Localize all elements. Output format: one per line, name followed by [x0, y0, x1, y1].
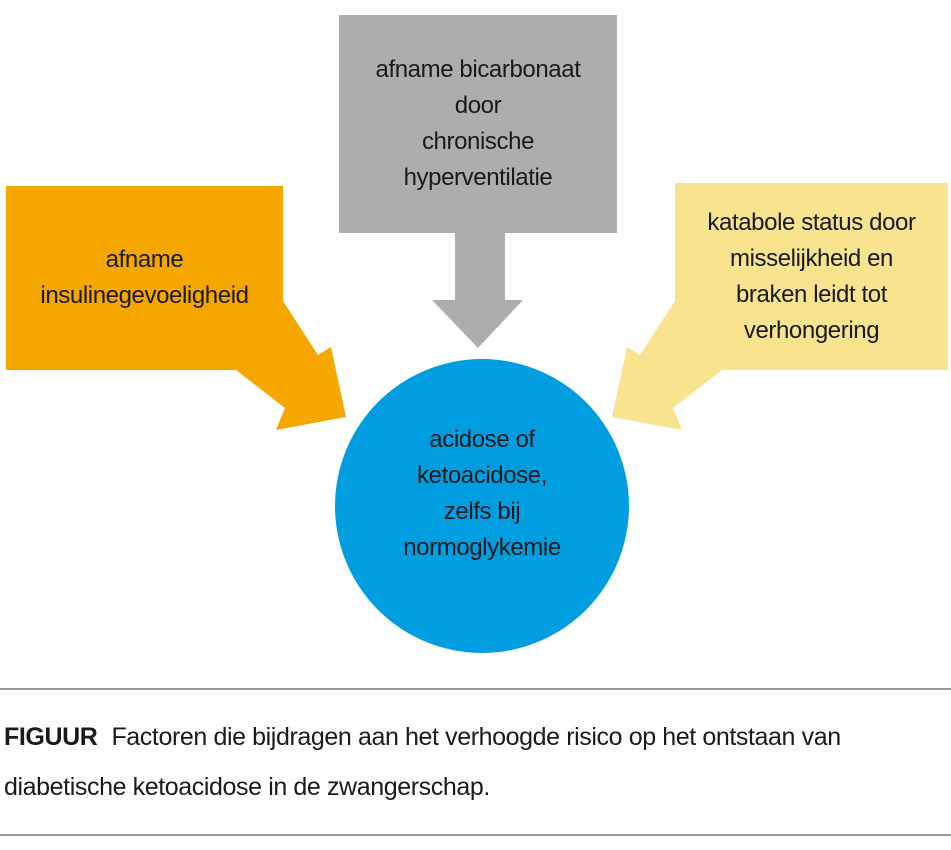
label-line: acidose of [429, 426, 535, 453]
label-line: verhongering [743, 316, 880, 344]
label-line: ketoacidose, [417, 462, 547, 489]
caption-text: Factoren die bijdragen aan het verhoogde risico op het ontstaan van [111, 723, 841, 751]
label-line: hyperventilatie [403, 164, 553, 191]
caption-line [4, 712, 949, 762]
top-arrow-icon [432, 232, 523, 348]
center-circle-label [335, 359, 629, 653]
label-line: chronische [421, 128, 535, 155]
caption-top-rule [0, 688, 951, 690]
label-line: braken leidt tot [735, 280, 888, 308]
label-line: katabole status door [707, 208, 916, 236]
label-line: insulinegevoeligheid [40, 282, 249, 309]
label-line: normoglykemie [403, 534, 561, 561]
caption-line: diabetische ketoacidose in de zwangerschap. [4, 773, 490, 801]
figure-caption [4, 712, 949, 812]
left-box-label [6, 186, 283, 370]
label-line: door [454, 92, 502, 119]
caption-bottom-rule [0, 834, 951, 836]
label-line: afname bicarbonaat [375, 56, 581, 83]
label-line: zelfs bij [443, 498, 521, 525]
label-line: misselijkheid en [729, 244, 893, 272]
caption-prefix: FIGUUR [4, 723, 98, 751]
right-box-label [675, 183, 948, 370]
top-box-label [339, 15, 617, 233]
label-line: afname [105, 246, 184, 273]
